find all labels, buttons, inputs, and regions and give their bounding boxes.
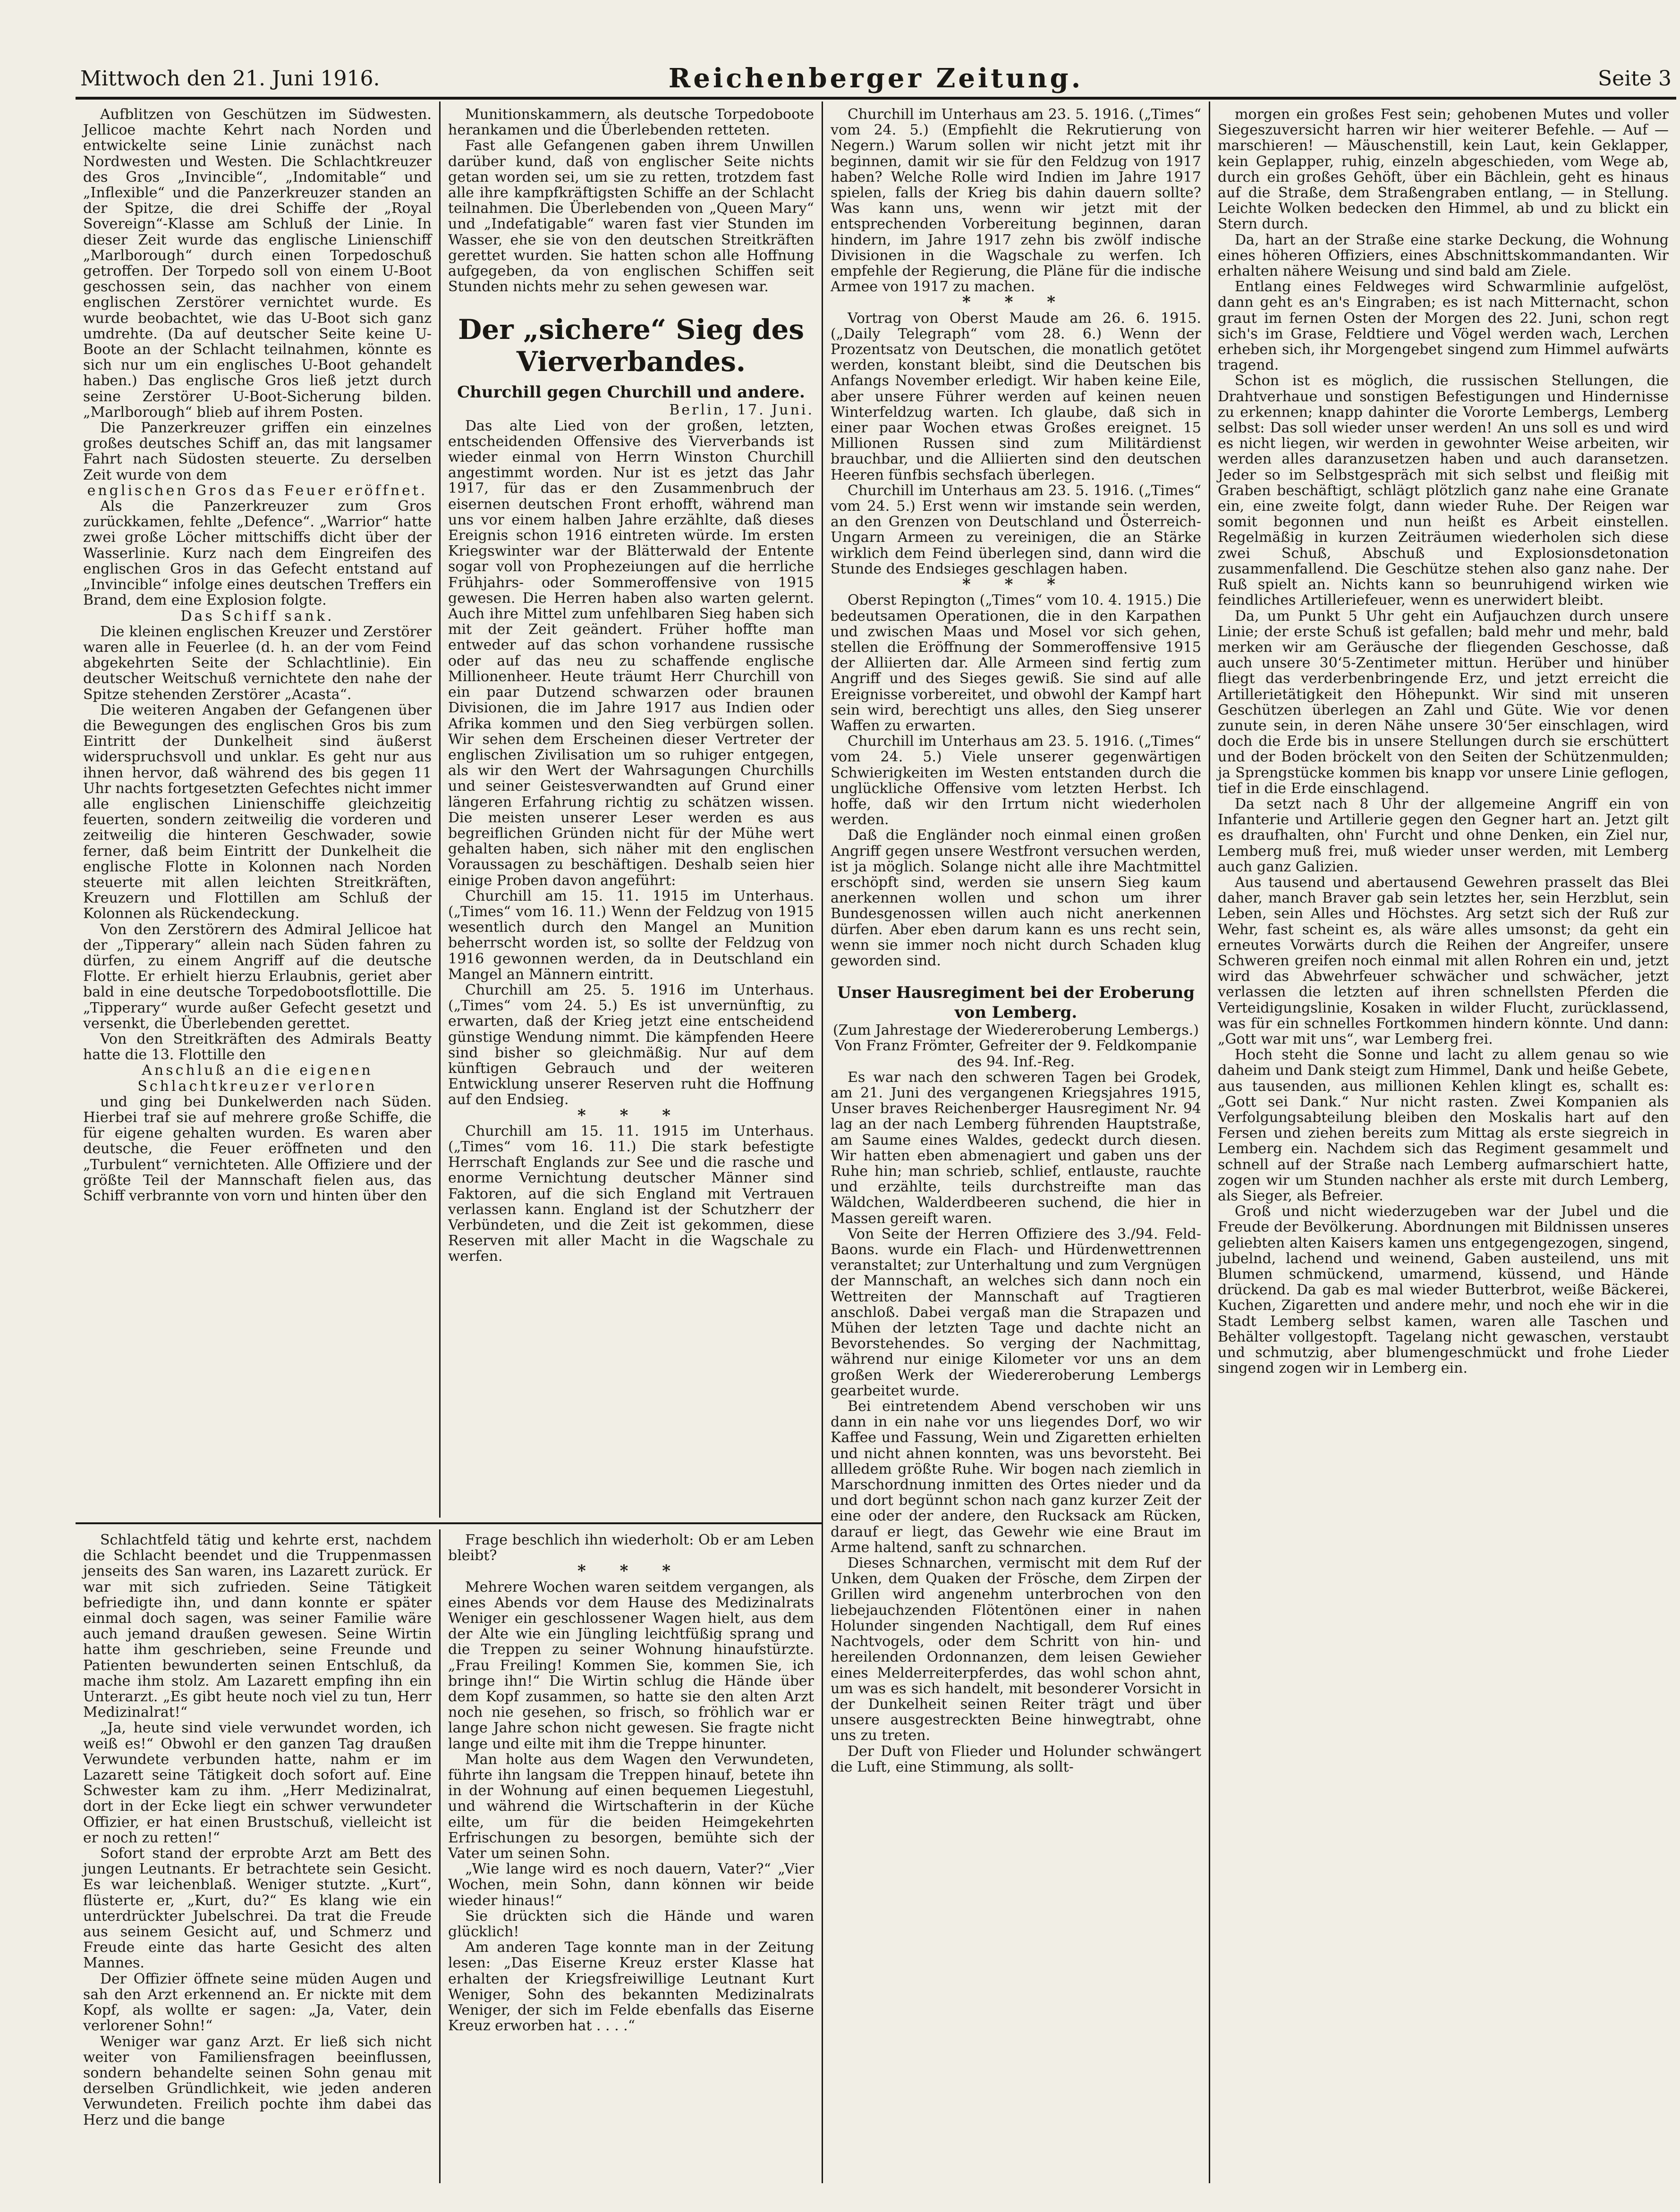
paragraph: Da, um Punkt 5 Uhr geht ein Aufjauchzen durch unsere Linie; der erste Schuß ist gefallen; bald mehr und mehr, bald merken wir am Geräusche der fliegenden Geschosse, daß auch unsere 30‘5-Zentimeter mittun. Herüber und hinüber fliegt das verderbenbringende Erz, und jetzt erreicht die Artillerietätigkeit den Höhepunkt. Wir sind mit unseren Geschützen überlegen an Zahl und Güte. Wie vor denen zunute sein, in deren Nähe unsere 30‘5er einschlagen, wird doch die Erde bis in unsere Stellungen durch sie erschüttert und der Boden bröckelt von den Seiten der Schützenmulden; ja Sprengstücke kommen bis knapp vor unsere Linie geflogen, tief in die Erde einschlagend. — [1218, 608, 1669, 797]
paragraph: Aufblitzen von Geschützen im Südwesten. Jellicoe machte Kehrt nach Norden und entwickelte seine Linie zunächst nach Nordwesten und Westen. Die Schlachtkreuzer des Gros „Invincible“, „Indomitable“ und „Inflexible“ und die Panzerkreuzer standen an der Spitze, die drei Schiffe der „Royal Sovereign“-Klasse am Schluß der Linie. In dieser Zeit wurde das englische Linienschiff „Marlborough“ durch einen Torpedoschuß getroffen. Der Torpedo soll von einem U-Boot geschossen sein, das nachher von einem englischen Zerstörer vernichtet wurde. Es wurde beobachtet, wie das U-Boot sich ganz umdrehte. (Da auf deutscher Seite keine U-Boote an der Schlacht teilnahmen, könnte es sich nur um ein englisches U-Boot gehandelt haben.) Das englische Gros ließ jetzt durch seine Zerstörer U-Boot-Sicherung bilden. „Marlborough“ blieb auf ihrem Posten. — [83, 106, 432, 421]
paragraph: Bei eintretendem Abend verschoben wir uns dann in ein nahe vor uns liegendes Dorf, wo wir Kaffee und Fassung, Wein und Zigaretten erhielten und nicht ahnen konnten, was uns bevorsteht. Bei allledem größte Ruhe. Wir bogen nach ziemlich in Marschordnung inmitten des Ortes nieder und da und dort begünnt schon nach ganz kurzer Zeit der eine oder der andere, den Rucksack am Rücken, darauf er liegt, das Gewehr wie eine Braut im Arme haltend, sanft zu schnarchen. — [831, 1398, 1201, 1556]
column-3 — [823, 104, 1209, 2186]
paragraph: Man holte aus dem Wagen den Verwundeten, führte ihn langsam die Treppen hinauf, betete ihn in der Wohnung auf einen bequemen Liegestuhl, und während die Wirtschafterin in der Küche eilte, um für die beiden Heimgekehrten Erfrischungen zu besorgen, bemühte sich der Vater um seinen Sohn. — [448, 1751, 814, 1862]
paragraph: Sofort stand der erprobte Arzt am Bett des jungen Leutnants. Er betrachtete sein Gesicht. Es war leichenblaß. Weniger stutzte. „Kurt“, flüsterte er, „Kurt, du?“ Es klang wie ein unterdrückter Jubelschrei. Da trat die Freude aus seinem Gesicht auf, und Schmerz und Freude einte das harte Gesicht des alten Mannes. — [83, 1845, 432, 1972]
paragraph: Churchill im Unterhaus am 23. 5. 1916. („Times“ vom 24. 5.) (Empfiehlt die Rekrutierung von Negern.) Warum sollen wir nicht jetzt mit ihr beginnen, damit wir sie für den Feldzug von 1917 haben? Welche Rolle wird Indien im Jahre 1917 spielen, falls der Krieg bis dahin dauern sollte? Was kann uns, wenn wir jetzt mit der entsprechenden Vorbereitung beginnen, daran hindern, im Jahre 1917 zehn bis zwölf indische Divisionen in die Wagschale zu werfen. Ich empfehle der Regierung, die Pläne für die indische Armee von 1917 zu machen. — [831, 106, 1201, 295]
page-number: Seite 3 — [1598, 67, 1672, 91]
paragraph: Churchill am 15. 11. 1915 im Unterhaus. („Times“ vom 16. 11.) Wenn der Feldzug von 1915 wesentlich durch den Mangel an Munition beherrscht worden ist, so sollte der Feldzug von 1916 gewonnen werden, da in Deutschland ein Mangel an Männern eintritt. — [448, 887, 814, 983]
paragraph: Als die Panzerkreuzer zum Gros zurückkamen, fehlte „Defence“. „Warrior“ hatte zwei große Löcher mittschiffs dicht über der Wasserlinie. Kurz nach dem Eingreifen des englischen Gros in das Gefecht entstand auf „Invincible“ infolge eines deutschen Treffers ein Brand, dem eine Explosion folgte. — [83, 498, 432, 609]
paragraph: Der Offizier öffnete seine müden Augen und sah den Arzt erkennend an. Er nickte mit dem Kopf, als wollte er sagen: „Ja, Vater, dein verlorener Sohn!“ — [83, 1970, 432, 2035]
dateline: Berlin, 17. Juni. — [669, 402, 814, 419]
paragraph: Churchill im Unterhaus am 23. 5. 1916. („Times“ vom 24. 5.) Viele unserer gegenwärtigen Schwierigkeiten im Westen entstanden durch die unglückliche Offensive vom letzten Herbst. Ich hoffe, daß wir den Irrtum nicht wiederholen werden. — [831, 733, 1201, 828]
paragraph: morgen ein großes Fest sein; gehobenen Mutes und voller Siegeszuversicht harren wir hier weiterer Befehle. — Auf — marschieren! — Mäuschenstill, kein Laut, kein Geklapper, kein Geplapper, ruhig, einzeln abgeschieden, vom Wege ab, durch ein großes Gehöft, über ein Bächlein, geht es hinaus auf die Straße, dem Straßengraben entlang, — in Stellung. Leichte Wolken bedecken den Himmel, ab und zu blickt ein Stern durch. — [1218, 106, 1669, 233]
article-subheadline: Churchill gegen Churchill und andere. — [457, 383, 805, 402]
section-separator: * * * — [577, 1106, 685, 1125]
paragraph: „Ja, heute sind viele verwundet worden, ich weiß es!“ Obwohl er den ganzen Tag draußen Verwundete verbunden hatte, nahm er im Lazarett seine Tätigkeit doch sofort auf. Eine Schwester kam zu ihm. „Herr Medizinalrat, dort in der Ecke liegt ein schwer verwundeter Offizier, er hat einen Brustschuß, vielleicht ist er noch zu retten!“ — [83, 1720, 432, 1846]
paragraph: Es war nach den schweren Tagen bei Grodek, am 21. Juni des vergangenen Kriegsjahres 1915, Unser braves Reichenberger Hausregiment Nr. 94 lag an der nach Lemberg führenden Hauptstraße, am Saume eines Waldes, gedeckt durch diesen. Wir hatten eben abmenagiert und gaben uns der Ruhe hin; man schrieb, schlief, entlauste, rauchte und erzählte, teils durchstreifte man das Wäldchen, Walderdbeeren suchend, die hier in Massen gereift waren. — [831, 1069, 1201, 1227]
paragraph: Die kleinen englischen Kreuzer und Zerstörer waren alle in Feuerlee (d. h. an der vom Feind abgekehrten Seite der Schlachtlinie). Ein deutscher Weitschuß vernichtete den nahe der Spitze stehenden Zerstörer „Acasta“. — [83, 623, 432, 703]
article-headline: Unser Hausregiment bei der Eroberung von Lemberg. — [837, 983, 1195, 1022]
section-separator: * * * — [577, 1562, 685, 1581]
paragraph: Schon ist es möglich, die russischen Stellungen, die Drahtverhaue und sonstigen Befestigungen und Hindernisse zu erkennen; knapp dahinter die Vororte Lembergs, Lemberg selbst: Das soll wieder unser werden! An uns soll es und wird es nicht liegen, wir werden in gewohnter Weise arbeiten, wir werden alles daranzusetzen haben und auch daransetzen. Jeder so im Selbstgespräch mit sich selbst und fleißig mit Graben beschäftigt, schlägt plötzlich ganz nahe eine Granate ein, eine zweite folgt, dann wieder Ruhe. Der Reigen war somit begonnen und nun heißt es Arbeit einstellen. Regelmäßig in kurzen Zeiträumen wiederholen sich diese zwei Schuß, Abschuß und Explosionsdetonation zusammenfallend. Die Geschütze stehen also ganz nahe. Der Ruß spielt an. Nichts kann so beunruhigend wirken wie feindliches Artilleriefeuer, wenn es unerwidert bleibt. — [1218, 372, 1669, 609]
spaced-emphasis: englischen Gros das Feuer eröffnet. — [87, 482, 428, 499]
paragraph: Entlang eines Feldweges wird Schwarmlinie aufgelöst, dann geht es an's Eingraben; es ist nach Mitternacht, schon graut im fernen Osten der Morgen des 22. Juni, schon regt sich's im Grase, Feldtiere und Vögel werden wach, Lerchen erheben sich, ihr Morgengebet singend zum Himmel aufwärts tragend. — [1218, 279, 1669, 374]
masthead — [76, 59, 1676, 100]
paragraph: Hoch steht die Sonne und lacht zu allem genau so wie daheim und Dank steigt zum Himmel, Dank und heiße Gebete, aus tausenden, aus millionen Kehlen klingt es, schallt es: „Gott sei Dank.“ Nur nicht rasten. Zwei Kompanien als Verfolgungsabteilung bleiben den Moskalis hart auf den Fersen und ziehen bereits zum Mittag als erste siegreich in Lemberg ein. Nachdem sich das Regiment gesammelt und schnell auf der Straße nach Lemberg aufmarschiert hatte, zogen wir um Stunden nachher als erste mit durch Lemberg, als Sieger, als Befreier. — [1218, 1047, 1669, 1205]
paragraph: Da, hart an der Straße eine starke Deckung, die Wohnung eines höheren Offiziers, eines Abschnittskommandanten. Wir erhalten nähere Weisung und sind bald am Ziele. — [1218, 231, 1669, 280]
paragraph: Von den Zerstörern des Admiral Jellicoe hat der „Tipperary“ allein nach Süden fahren zu dürfen, zu einem Angriff auf die deutsche Flotte. Er erhielt hierzu Erlaubnis, geriet aber bald in eine deutsche Torpedobootsflottille. Die „Tipperary“ wurde außer Gefecht gesetzt und versenkt, die Überlebenden gerettet. — [83, 921, 432, 1032]
paragraph: Munitionskammern, als deutsche Torpedoboote herankamen und die Überlebenden retteten. — [448, 106, 814, 139]
spaced-emphasis: Das Schiff sank. — [180, 608, 334, 625]
paragraph: „Wie lange wird es noch dauern, Vater?“ „Vier Wochen, mein Sohn, dann können wir beide wieder hinaus!“ — [448, 1861, 814, 1909]
paragraph: Churchill am 25. 5. 1916 im Unterhaus. („Times“ vom 24. 5.) Es ist unvernünftig, zu erwarten, daß der Krieg jetzt eine entscheidend günstige Wendung nimmt. Die kämpfenden Heere sind bisher so gleichmäßig. Nur auf dem künftigen Gebrauch und der weiteren Entwicklung unserer Reserven ruht die Hoffnung auf den Endsieg. — [448, 981, 814, 1108]
section-separator: * * * — [962, 575, 1069, 594]
paragraph: Mehrere Wochen waren seitdem vergangen, als eines Abends vor dem Hause des Medizinalrats Weniger ein geschlossener Wagen hielt, aus dem der Alte wie ein Jüngling leichtfüßig sprang und die Treppen zu seiner Wohnung hinaufstürzte. „Frau Freiling! Kommen Sie, kommen Sie, ich bringe ihn!“ Die Wirtin schlug die Hände über dem Kopf zusammen, so hatte sie den alten Arzt noch nie gesehen, so frisch, so fröhlich war er lange Jahre schon nicht gewesen. Sie fragte nicht lange und eilte mit ihm die Treppe hinunter. — [448, 1579, 814, 1752]
article-subheadline: (Zum Jahrestage der Wiedereroberung Lembergs.) — [833, 1022, 1199, 1039]
paragraph: Schlachtfeld tätig und kehrte erst, nachdem die Schlacht beendet und die Truppenmassen jenseits des San waren, ins Lazarett zurück. Er war mit sich zufrieden. Seine Tätigkeit befriedigte ihn, und dann konnte er später einmal doch sagen, was seiner Familie wäre auch jemand draußen gewesen. Seine Wirtin hatte ihm geschrieben, seine Freunde und Patienten bewunderten seinen Entschluß, da mache ihm stolz. Am Lazarett empfing ihn ein Unterarzt. „Es gibt heute noch viel zu tun, Herr Medizinalrat!“ — [83, 1532, 432, 1721]
paragraph: Das alte Lied von der großen, letzten, entscheidenden Offensive des Vierverbands ist wieder einmal von Herrn Winston Churchill angestimmt worden. Nur ist es jetzt das Jahr 1917, für das er den Zusammenbruch der eisernen deutschen Front erhofft, während man uns vor einem halben Jahre erzählte, daß dieses Ereignis schon 1916 eintreten würde. Im ersten Kriegswinter war der Blätterwald der Entente sogar voll von Prophezeiungen auf die herrliche Frühjahrs- oder Sommeroffensive von 1915 gewesen. Die Herren haben also warten gelernt. Auch ihre Mittel zum unfehlbaren Sieg haben sich mit der Zeit geändert. Früher hoffte man entweder auf das schon vorhandene russische oder auf das neu zu schaffende englische Millionenheer. Heute träumt Herr Churchill von ein paar Dutzend schwarzen oder braunen Divisionen, die im Jahre 1917 aus Indien oder Afrika kommen und den Sieg verbürgen sollen. Wir sehen dem Erscheinen dieser Vertreter der englischen Zivilisation um so ruhiger entgegen, als wir den Wert der Wahrsagungen Churchills und seiner Geistesverwandten auf Grund einer längeren Erfahrung richtig zu schätzen wissen. Die meisten unserer Leser werden es aus begreiflichen Gründen nicht für der Mühe wert gehalten haben, sich näher mit den englischen Voraussagen zu beschäftigen. Deshalb seien hier einige Proben davon angeführt: — [448, 417, 814, 889]
paragraph: Oberst Repington („Times“ vom 10. 4. 1915.) Die bedeutsamen Operationen, die in den Karpathen und zwischen Maas und Mosel vor sich gehen, stellen die Eröffnung der Sommeroffensive 1915 der Alliierten dar. Alle Armeen sind fertig zum Angriff und des Sieges gewiß. Sie sind auf alle Ereignisse vorbereitet, und obwohl der Kampf hart sein wird, berechtigt uns alles, den Sieg unserer Waffen zu erwarten. — [831, 592, 1201, 734]
column-2-lower — [441, 1529, 822, 2183]
spaced-emphasis: Anschluß an die eigenen Schlachtkreuzer verloren — [137, 1062, 377, 1095]
paragraph: Daß die Engländer noch einmal einen großen Angriff gegen unsere Westfront versuchen werden, ist ja möglich. Solange nicht alle ihre Machtmittel erschöpft sind, werden sie unsern Sieg kaum anerkennen wollen und schon um ihrer Bundesgenossen willen auch nicht anerkennen dürfen. Aber eben darum kann es uns recht sein, wenn sie immer noch nicht durch Schaden klug geworden sind. — [831, 827, 1201, 969]
paragraph: Der Duft von Flieder und Holunder schwängert die Luft, eine Stimmung, als sollt- — [831, 1743, 1201, 1775]
paragraph: Von den Streitkräften des Admirals Beatty hatte die 13. Flottille den — [83, 1030, 432, 1064]
paragraph: Vortrag von Oberst Maude am 26. 6. 1915. („Daily Telegraph“ vom 28. 6.) Wenn der Prozentsatz von Deutschen, die monatlich getötet werden, konstant bleibt, sind die Deutschen bis Anfangs November erledigt. Wir haben keine Eile, aber unsere Führer werden auf keinen neuen Winterfeldzug warten. Ich glaube, daß sich in einer paar Wochen etwas Großes ereignet. 15 Millionen Russen sind zum Militärdienst brauchbar, und die Alliierten sind den deutschen Heeren fünfbis sechsfach überlegen. — [831, 310, 1201, 483]
paragraph: und ging bei Dunkelwerden nach Süden. Hierbei traf sie auf mehrere große Schiffe, die für eigene gehalten wurden. Es waren aber deutsche, die Feuer eröffneten und den „Turbulent“ vernichteten. Alle Offiziere und der größte Teil der Mannschaft fielen aus, das Schiff verbrannte von vorn und hinten über den — [83, 1093, 432, 1205]
paragraph: Aus tausend und abertausend Gewehren prasselt das Blei daher, manch Braver gab sein letztes her, sein Herzblut, sein Leben, sein Alles und Höchstes. Arg setzt sich der Ruß zur Wehr, fast scheint es, als wäre alles umsonst; da geht ein erneutes Vorwärts durch die Reihen der Angreifer, unsere Schweren greifen noch einmal mit allen Rohren ein und, jetzt wird das Abwehrfeuer schwächer und schwächer, jetzt verlassen die letzten auf ihren schnellsten Pferden die Verteidigungslinie, Kosaken in wilder Flucht, zurücklassend, was für ein schnelles Fortkommen hindern könnte. Und dann: „Gott war mit uns“, war Lemberg frei. — [1218, 874, 1669, 1047]
section-separator: * * * — [962, 293, 1069, 312]
paragraph: Fast alle Gefangenen gaben ihrem Unwillen darüber kund, daß von englischer Seite nichts getan worden sei, um sie zu retten, trotzdem fast alle ihre kampfkräftigsten Schiffe an der Schlacht teilnahmen. Die Überlebenden von „Queen Mary“ und „Indefatigable“ waren fast vier Stunden im Wasser, ehe sie von den deutschen Streitkräften gerettet wurden. Sie hatten schon alle Hoffnung aufgegeben, da von englischen Schiffen seit Stunden nichts mehr zu sehen gewesen war. — [448, 137, 814, 295]
paragraph: Weniger war ganz Arzt. Er ließ sich nicht weiter von Familiensfragen beeinflussen, sondern behandelte seinen Sohn genau mit derselben Gründlichkeit, wie jeden anderen Verwundeten. Freilich pochte ihm dabei das Herz und die bange — [83, 2033, 432, 2128]
newspaper-title: Reichenberger Zeitung. — [668, 63, 1084, 94]
paragraph: Am anderen Tage konnte man in der Zeitung lesen: „Das Eiserne Kreuz erster Klasse hat erhalten der Kriegsfreiwillige Leutnant Kurt Weniger, Sohn des bekannten Medizinalrats Weniger, der sich im Felde ebenfalls das Eiserne Kreuz erworben hat . . . .“ — [448, 1939, 814, 2035]
paragraph: Groß und nicht wiederzugeben war der Jubel und die Freude der Bevölkerung. Abordnungen mit Bildnissen unseres geliebten alten Kaisers kamen uns entgegengezogen, singend, jubelnd, lachend und weinend, Gaben austeilend, uns mit Blumen schmückend, umarmend, küssend, und Hände drückend. Da gab es mal wieder Butterbrot, weiße Bäckerei, Kuchen, Zigaretten und andere mehr, und noch ehe wir in die Stadt Lemberg selbst kamen, waren alle Taschen und Behälter vollgestopft. Tagelang nicht gewaschen, verstaubt und schmutzig, aber blumengeschmückt und frohe Lieder singend zogen wir in Lemberg ein. — [1218, 1203, 1669, 1377]
column-1-lower — [76, 1529, 439, 2183]
article-headline: Der „sichere“ Sieg des Vierverbandes. — [458, 313, 805, 378]
byline: Von Franz Frömter, Gefreiter der 9. Feldkompanie des 94. Inf.-Reg. — [835, 1038, 1197, 1070]
column-4 — [1210, 104, 1676, 2186]
column-2 — [441, 104, 822, 1520]
paragraph: Sie drückten sich die Hände und waren glücklich! — [448, 1908, 814, 1941]
paragraph: Frage beschlich ihn wiederholt: Ob er am Leben bleibt? — [448, 1532, 814, 1564]
column-1 — [76, 104, 439, 1520]
issue-date: Mittwoch den 21. Juni 1916. — [80, 67, 380, 91]
paragraph: Da setzt nach 8 Uhr der allgemeine Angriff ein von Infanterie und Artillerie gegen den Gegner hart an. Jetzt gilt es draufhalten, ohn' Furcht und ohne Denken, ein Ziel nur, Lemberg muß frei, muß wieder unser werden, mit Lemberg auch ganz Galizien. — [1218, 795, 1669, 875]
paragraph: Von Seite der Herren Offiziere des 3./94. Feld-Baons. wurde ein Flach- und Hürdenwettrennen veranstaltet; zur Unterhaltung und zum Vergnügen der Mannschaft, an welches sich dann noch ein Wettreiten der Mannschaft auf Tragtieren anschloß. Dabei vergaß man die Strapazen und Mühen der letzten Tage und dachte nicht an Bevorstehendes. So verging der Nachmittag, während nur einige Kilometer vor uns an dem großen Werk der Wiedereroberung Lembergs gearbeitet wurde. — [831, 1225, 1201, 1399]
paragraph: Die weiteren Angaben der Gefangenen über die Bewegungen des englischen Gros bis zum Eintritt der Dunkelheit sind äußerst widerspruchsvoll und unklar. Es geht nur aus ihnen hervor, daß während des bis gegen 11 Uhr nachts fortgesetzten Gefechtes nicht immer alle englischen Linienschiffe gleichzeitig feuerten, sondern zeitweilig die vorderen und zeitweilig die hinteren Geschwader, sowie ferner, daß beim Eintritt der Dunkelheit die englische Flotte in Kolonnen nach Norden steuerte mit allen leichten Streitkräften, Kreuzern und Flottillen am Schluß der Kolonnen als Rückendeckung. — [83, 701, 432, 922]
section-rule — [76, 1522, 822, 1524]
paragraph: Churchill im Unterhaus am 23. 5. 1916. („Times“ vom 24. 5.) Erst wenn wir imstande sein werden, an den Grenzen von Deutschland und Österreich-Ungarn Armeen zu vereinigen, die an Stärke wirklich dem Feind überlegen sind, dann wird die Stunde des Endsieges geschlagen haben. — [831, 482, 1201, 577]
paragraph: Churchill am 15. 11. 1915 im Unterhaus. („Times“ vom 16. 11.) Die stark befestigte Herrschaft Englands zur See und die rasche und enorme Vernichtung deutscher Männer sind Faktoren, auf die sich England mit Vertrauen verlassen kann. England ist der Schutzherr der Verbündeten, und die Zeit ist gekommen, diese Reserven mit aller Macht in die Wagschale zu werfen. — [448, 1123, 814, 1265]
paragraph: Die Panzerkreuzer griffen ein einzelnes großes deutsches Schiff an, das mit langsamer Fahrt nach Südosten steuerte. Zu derselben Zeit wurde von dem — [83, 420, 432, 483]
paragraph: Dieses Schnarchen, vermischt mit dem Ruf der Unken, dem Quaken der Frösche, dem Zirpen der Grillen wird angenehm unterbrochen von den liebejauchzenden Flötentönen einer in nahen Holunder singenden Nachtigall, dem Ruf eines Nachtvogels, oder dem Schritt von hin- und hereilenden Ordonnanzen, dem leisen Gewieher eines Melderreiterpferdes, das wohl schon ahnt, um was es sich handelt, mit besonderer Vorsicht in der Dunkelheit seinen Reiter trägt und über unsere ausgestreckten Beine hinwegtrabt, ohne uns zu treten. — [831, 1555, 1201, 1744]
